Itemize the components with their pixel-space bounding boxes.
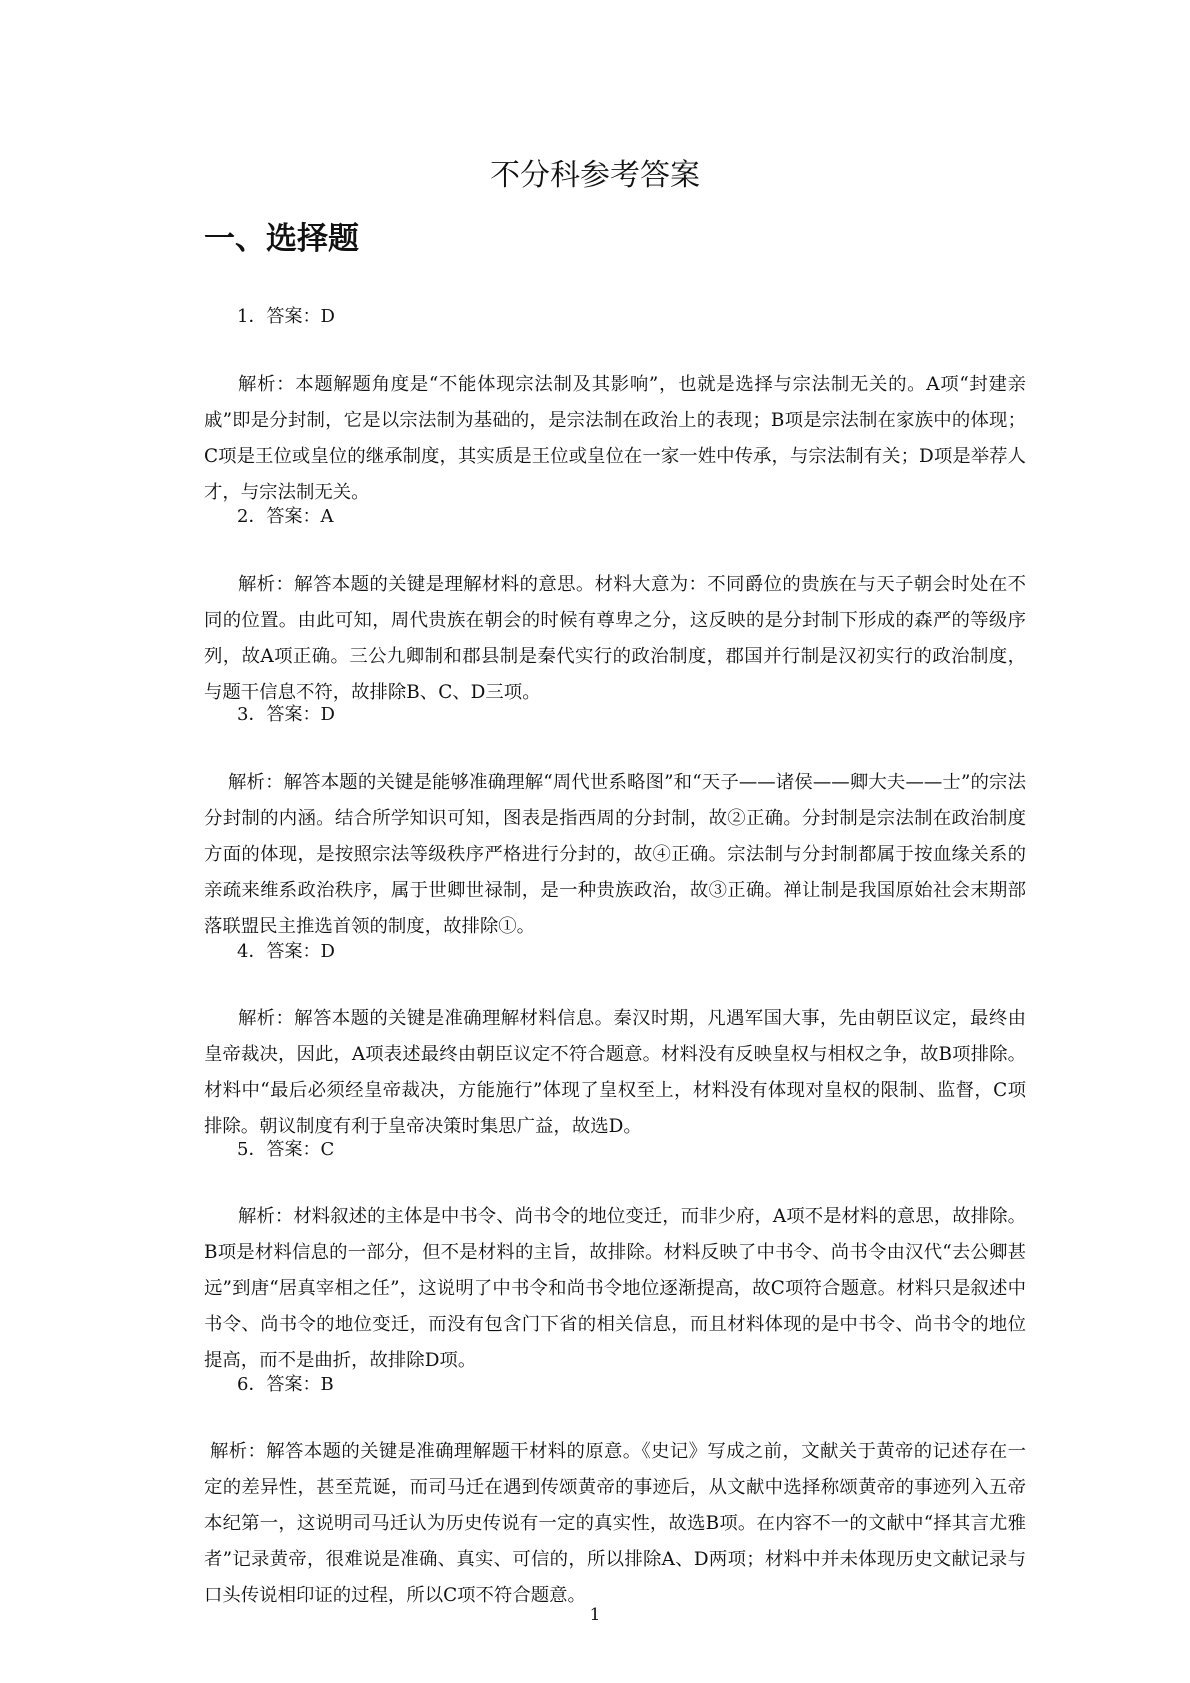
explanation-4: 解析：解答本题的关键是准确理解材料信息。秦汉时期，凡遇军国大事，先由朝臣议定，最终由皇帝裁决，因此，A项表述最终由朝臣议定不符合题意。材料没有反映皇权与相权之争，故B项排除。材料中“最后必须经皇帝裁决，方能施行”体现了皇权至上，材料没有体现对皇权的限制、监督，C项排除。朝议制度有利于皇帝决策时集思广益，故选D。 (204, 1008, 1026, 1137)
explanation-2: 解析：解答本题的关键是理解材料的意思。材料大意为：不同爵位的贵族在与天子朝会时处在不同的位置。由此可知，周代贵族在朝会的时候有尊卑之分，这反映的是分封制下形成的森严的等级序列，故A项正确。三公九卿制和郡县制是秦代实行的政治制度，郡国并行制是汉初实行的政治制度，与题干信息不符，故排除B、C、D三项。 (204, 574, 1026, 703)
explanation-6: 解析：解答本题的关键是准确理解题干材料的原意。《史记》写成之前，文献关于黄帝的记述存在一定的差异性，甚至荒诞，而司马迁在遇到传颂黄帝的事迹后，从文献中选择称颂黄帝的事迹列入五帝本纪第一，这说明司马迁认为历史传说有一定的真实性，故选B项。在内容不一的文献中“择其言尤雅者”记录黄帝，很难说是准确、真实、可信的，所以排除A、D两项；材料中并未体现历史文献记录与口头传说相印证的过程，所以C项不符合题意。 (204, 1441, 1026, 1606)
page-number: 1 (589, 1605, 601, 1625)
answer-6: 6．答案：B (237, 1374, 334, 1395)
answer-2: 2．答案：A (237, 506, 334, 527)
answer-1: 1．答案：D (237, 306, 335, 327)
section-heading: 一、选择题 (204, 221, 359, 257)
explanation-1: 解析：本题解题角度是“不能体现宗法制及其影响”，也就是选择与宗法制无关的。A项“封建亲戚”即是分封制，它是以宗法制为基础的，是宗法制在政治上的表现；B项是宗法制在家族中的体现；C项是王位或皇位的继承制度，其实质是王位或皇位在一家一姓中传承，与宗法制有关；D项是举荐人才，与宗法制无关。 (204, 374, 1026, 503)
explanation-5: 解析：材料叙述的主体是中书令、尚书令的地位变迁，而非少府，A项不是材料的意思，故排除。B项是材料信息的一部分，但不是材料的主旨，故排除。材料反映了中书令、尚书令由汉代“去公卿甚远”到唐“居真宰相之任”，这说明了中书令和尚书令地位逐渐提高，故C项符合题意。材料只是叙述中书令、尚书令的地位变迁，而没有包含门下省的相关信息，而且材料体现的是中书令、尚书令的地位提高，而不是曲折，故排除D项。 (204, 1206, 1026, 1371)
answer-5: 5．答案：C (237, 1139, 335, 1160)
document-title: 不分科参考答案 (490, 158, 700, 193)
answer-4: 4．答案：D (237, 941, 335, 962)
explanation-3: 解析：解答本题的关键是能够准确理解“周代世系略图”和“天子——诸侯——卿大夫——士”的宗法分封制的内涵。结合所学知识可知，图表是指西周的分封制，故②正确。分封制是宗法制在政治制度方面的体现，是按照宗法等级秩序严格进行分封的，故④正确。宗法制与分封制都属于按血缘关系的亲疏来维系政治秩序，属于世卿世禄制，是一种贵族政治，故③正确。禅让制是我国原始社会末期部落联盟民主推选首领的制度，故排除①。 (204, 772, 1026, 937)
answer-3: 3．答案：D (237, 704, 335, 725)
